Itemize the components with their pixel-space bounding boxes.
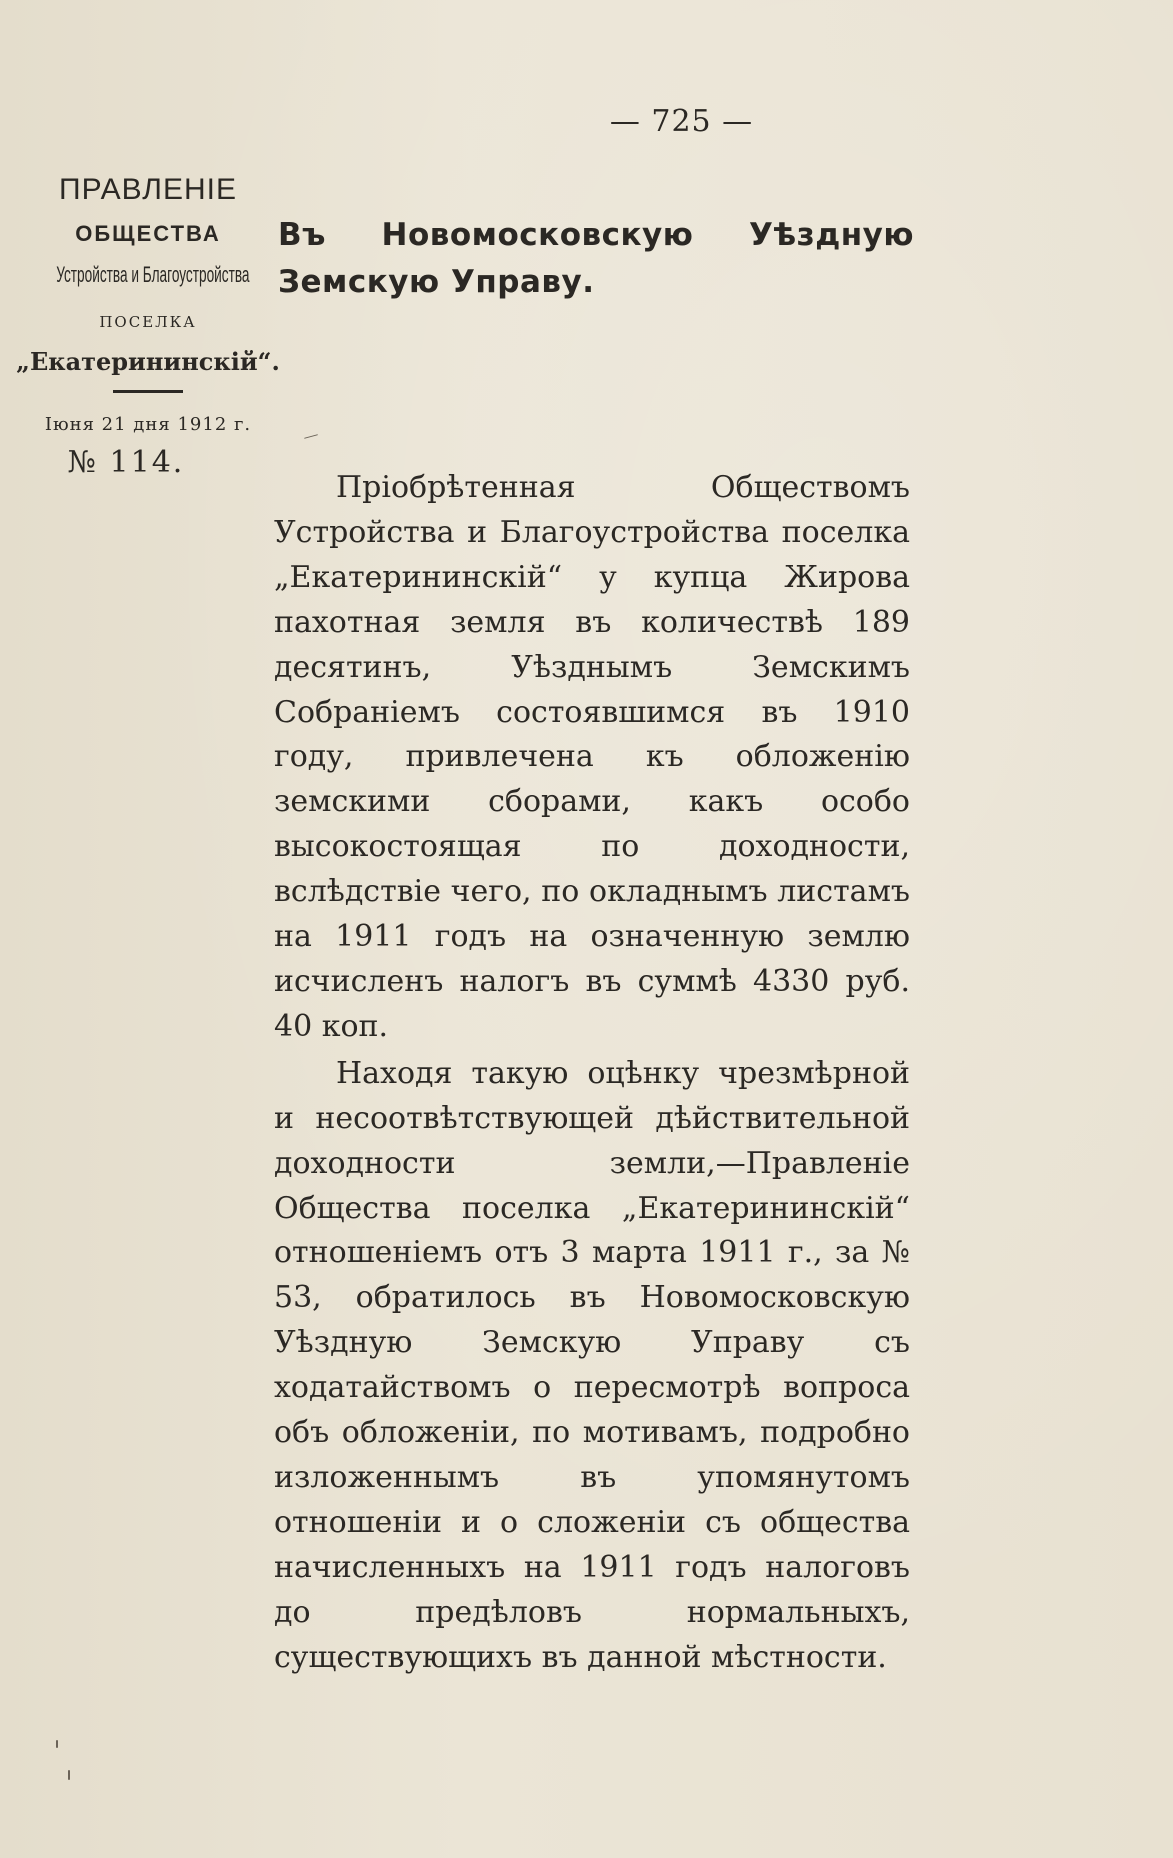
- letter-body: [274, 466, 910, 1680]
- letterhead-settlement: ПОСЕЛКА: [99, 313, 197, 331]
- letterhead-device: Устройства и Благоустройства: [56, 262, 250, 287]
- letterhead-board: ПРАВЛЕНІЕ: [59, 173, 237, 206]
- scan-speck: [56, 1740, 58, 1748]
- scan-speck: [304, 434, 318, 439]
- paragraph: Находя такую оцѣнку чрезмѣрной и несоотвѣтствующей дѣйствительной доходности земли,—Правленіе Общества поселка „Екатерининскій“ отношеніемъ отъ 3 марта 1911 г., за № 53, обратилось въ Новомосковскую Уѣздную Земскую Управу съ ходатайствомъ о пересмотрѣ вопроса объ обложеніи, по мотивамъ, подробно изложеннымъ въ упомянутомъ отношеніи и о сложеніи съ общества начисленныхъ на 1911 годъ налоговъ до предѣловъ нормальныхъ, существующихъ въ данной мѣстности.: [274, 1055, 910, 1675]
- paragraph: Пріобрѣтенная Обществомъ Устройства и Благоустройства поселка „Екатерининскій“ у купца Жирова пахотная земля въ количествѣ 189 десятинъ, Уѣзднымъ Земскимъ Собраніемъ состоявшимся въ 1910 году, привлечена къ обложенію земскими сборами, какъ особо высокостоящая по доходности, вслѣдствіе чего, по окладнымъ листамъ на 1911 годъ на означенную землю исчисленъ налогъ въ суммѣ 4330 руб. 40 коп.: [274, 470, 910, 1044]
- addressee: Въ Новомосковскую Уѣздную Земскую Управу.: [278, 217, 914, 300]
- letterhead-divider: [113, 390, 183, 393]
- letterhead-society: ОБЩЕСТВА: [75, 221, 221, 246]
- scan-speck: [68, 1770, 70, 1780]
- page-number: — 725 —: [609, 104, 754, 139]
- letter-date: Іюня 21 дня 1912 г.: [44, 414, 252, 435]
- letter-number: № 114.: [67, 445, 185, 480]
- letterhead: [0, 172, 296, 481]
- letterhead-settlement-name: „Екатерининскій“.: [16, 347, 280, 376]
